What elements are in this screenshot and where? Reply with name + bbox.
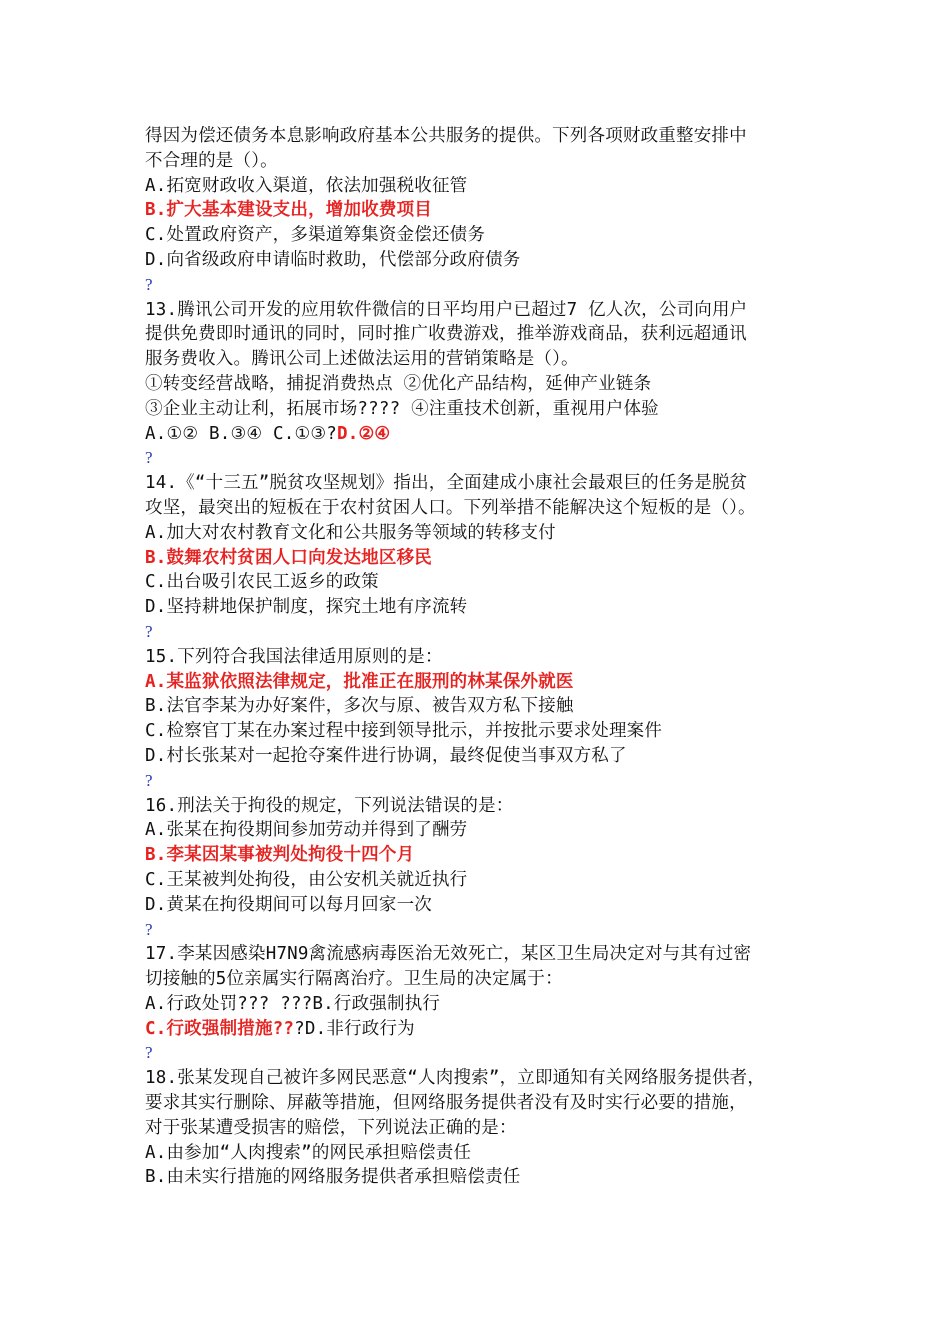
- text-line: D.向省级政府申请临时救助，代偿部分政府债务: [145, 249, 521, 270]
- document-content: [145, 124, 825, 1190]
- question-mark-line: [145, 769, 825, 794]
- text-line: 得因为偿还债务本息影响政府基本公共服务的提供。下列各项财政重整安排中: [145, 126, 747, 146]
- question-mark-line: [145, 620, 825, 645]
- text-line: 要求其实行删除、屏蔽等措施，但网络服务提供者没有及时实行必要的措施，: [145, 1093, 747, 1114]
- text-line: D.黄某在拘役期间可以每月回家一次: [145, 894, 432, 915]
- question-mark: ?: [145, 1043, 153, 1063]
- answer-line: B.鼓舞农村贫困人口向发达地区移民: [145, 547, 432, 568]
- question-mark-line: [145, 446, 825, 471]
- options-text: ?D.非行政行为: [294, 1018, 415, 1039]
- text-line: 切接触的5位亲属实行隔离治疗。卫生局的决定属于：: [145, 969, 563, 990]
- text-line: 提供免费即时通讯的同时，同时推广收费游戏，推举游戏商品，获利远超通讯: [145, 324, 747, 345]
- text-line: D.村长张某对一起抢夺案件进行协调，最终促使当事双方私了: [145, 745, 627, 766]
- text-line: A.张某在拘役期间参加劳动并得到了酬劳: [145, 820, 468, 841]
- text-line: 攻坚，最突出的短板在于农村贫困人口。下列举措不能解决这个短板的是（）。: [145, 497, 756, 518]
- answer-line: B.扩大基本建设支出，增加收费项目: [145, 200, 432, 221]
- correct-option: D.②④: [336, 423, 391, 444]
- answer-line: A.某监狱依照法律规定，批准正在服刑的林某保外就医: [145, 671, 574, 692]
- text-line: ①转变经营战略，捕捉消费热点 ②优化产品结构，延伸产业链条: [145, 373, 652, 394]
- question-mark: ?: [145, 274, 153, 294]
- answer-line: B.李某因某事被判处拘役十四个月: [145, 845, 415, 866]
- question-mark: ?: [145, 448, 153, 468]
- correct-option: C.行政强制措施??: [145, 1018, 295, 1039]
- text-line: B.由未实行措施的网络服务提供者承担赔偿责任: [145, 1167, 521, 1188]
- text-line: C.检察官丁某在办案过程中接到领导批示，并按批示要求处理案件: [145, 721, 663, 742]
- text-line: ③企业主动让利，拓展市场???? ④注重技术创新，重视用户体验: [145, 398, 659, 419]
- text-line: A.拓宽财政收入渠道，依法加强税收征管: [145, 175, 468, 196]
- text-line: 17.李某因感染H7N9禽流感病毒医治无效死亡，某区卫生局决定对与其有过密: [145, 944, 752, 965]
- text-line: 16.刑法关于拘役的规定，下列说法错误的是：: [145, 795, 514, 816]
- text-line: 14.《“十三五”脱贫攻坚规划》指出，全面建成小康社会最艰巨的任务是脱贫: [145, 473, 748, 494]
- text-line: B.法官李某为办好案件，多次与原、被告双方私下接触: [145, 696, 574, 717]
- text-line: A.由参加“人肉搜索”的网民承担赔偿责任: [145, 1142, 472, 1163]
- question-mark: ?: [145, 621, 153, 641]
- text-line: 15.下列符合我国法律适用原则的是：: [145, 646, 443, 667]
- question-mark: ?: [145, 770, 153, 790]
- text-line: 对于张某遭受损害的赔偿，下列说法正确的是：: [145, 1117, 517, 1138]
- text-line: C.王某被判处拘役，由公安机关就近执行: [145, 869, 468, 890]
- text-line: C.出台吸引农民工返乡的政策: [145, 572, 379, 593]
- text-line: 不合理的是（）。: [145, 150, 278, 171]
- text-line: 18.张某发现自己被许多网民恶意“人肉搜索”，立即通知有关网络服务提供者，: [145, 1068, 766, 1089]
- question-mark-line: [145, 1041, 825, 1066]
- options-line: [145, 422, 825, 447]
- text-line: D.坚持耕地保护制度，探究土地有序流转: [145, 597, 468, 618]
- question-mark: ?: [145, 919, 153, 939]
- text-line: 服务费收入。腾讯公司上述做法运用的营销策略是（）。: [145, 349, 579, 370]
- options-text: A.①② B.③④ C.①③?: [145, 423, 337, 444]
- question-mark-line: [145, 918, 825, 943]
- text-line: C.处置政府资产，多渠道筹集资金偿还债务: [145, 225, 486, 246]
- text-line: 13.腾讯公司开发的应用软件微信的日平均用户已超过7 亿人次，公司向用户: [145, 299, 748, 320]
- text-line: A.加大对农村教育文化和公共服务等领域的转移支付: [145, 522, 556, 543]
- question-mark-line: [145, 273, 825, 298]
- options-line: [145, 1017, 825, 1042]
- text-line: A.行政处罚??? ???B.行政强制执行: [145, 993, 441, 1014]
